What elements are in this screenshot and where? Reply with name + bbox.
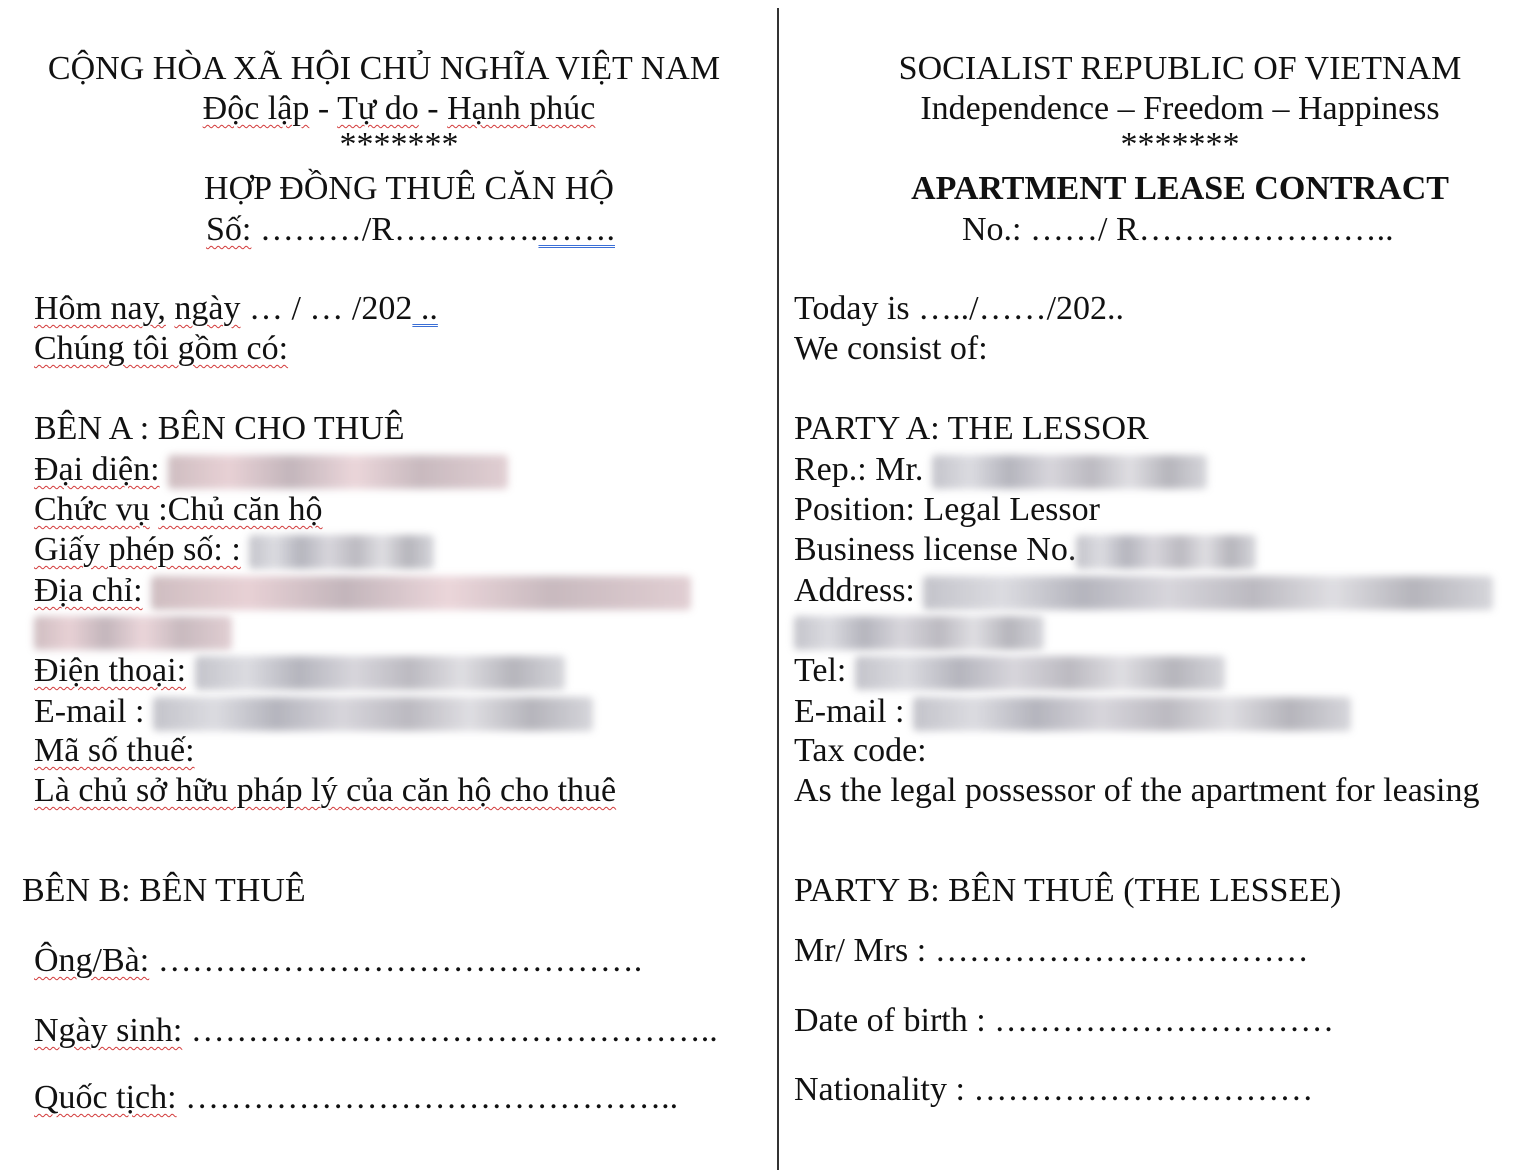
right-motto-subtitle: Independence – Freedom – Happiness xyxy=(920,90,1440,127)
right-address: Address: xyxy=(794,574,1493,610)
left-motto-subtitle: Độc lập - Tự do - Hạnh phúc xyxy=(202,90,596,127)
redacted-address-2 xyxy=(794,616,1044,650)
redacted-name xyxy=(932,455,1207,489)
left-today-line: Hôm nay, ngày … / … /202 .. xyxy=(34,290,438,327)
left-address: Địa chỉ: xyxy=(34,574,691,610)
left-phone: Điện thoại: xyxy=(34,654,565,690)
right-national-motto: SOCIALIST REPUBLIC OF VIETNAM xyxy=(898,50,1462,87)
left-consist-line: Chúng tôi gồm có: xyxy=(34,330,289,367)
left-party-a-heading: BÊN A : BÊN CHO THUÊ xyxy=(34,410,405,447)
left-email: E-mail : xyxy=(34,695,593,731)
redacted-license xyxy=(1076,535,1256,569)
left-nationality-field: Quốc tịch: …………………………………….. xyxy=(34,1079,679,1116)
left-contract-title: HỢP ĐỒNG THUÊ CĂN HỘ xyxy=(204,170,614,207)
redacted-phone xyxy=(855,656,1225,690)
redacted-name xyxy=(168,455,508,489)
redacted-address xyxy=(923,576,1493,610)
right-possessor-statement: As the legal possessor of the apartment for leasing xyxy=(794,772,1480,809)
column-divider xyxy=(777,8,779,1170)
redacted-address-2 xyxy=(34,616,232,650)
left-national-motto: CỘNG HÒA XÃ HỘI CHỦ NGHĨA VIỆT NAM xyxy=(47,50,721,87)
right-party-b-heading: PARTY B: BÊN THUÊ (THE LESSEE) xyxy=(794,872,1342,909)
left-stars-separator: ******* xyxy=(339,126,459,163)
left-tax-code: Mã số thuế: xyxy=(34,732,195,769)
right-tel: Tel: xyxy=(794,654,1225,690)
right-name-field: Mr/ Mrs : …………………………… xyxy=(794,932,1309,969)
right-stars-separator: ******* xyxy=(1120,126,1240,163)
redacted-license xyxy=(249,535,434,569)
right-party-a-heading: PARTY A: THE LESSOR xyxy=(794,410,1149,447)
redacted-email xyxy=(153,697,593,731)
right-contract-number: No.: ……/ R………………….. xyxy=(962,211,1394,248)
right-nationality-field: Nationality : ………………………… xyxy=(794,1071,1314,1108)
right-contract-title: APARTMENT LEASE CONTRACT xyxy=(911,170,1449,207)
redacted-email xyxy=(913,697,1351,731)
right-email: E-mail : xyxy=(794,695,1351,731)
right-license: Business license No. xyxy=(794,533,1256,569)
left-position: Chức vụ :Chủ căn hộ xyxy=(34,491,323,528)
right-address-continued xyxy=(794,614,1044,650)
left-license: Giấy phép số: : xyxy=(34,533,434,569)
right-position: Position: Legal Lessor xyxy=(794,491,1100,528)
left-contract-number: Số: ………/R………….……. xyxy=(206,211,615,248)
left-address-continued xyxy=(34,614,232,650)
left-dob-field: Ngày sinh: ……………………………………….. xyxy=(34,1012,718,1049)
left-name-field: Ông/Bà: ……………………………………. xyxy=(34,942,643,979)
right-consist-line: We consist of: xyxy=(794,330,988,367)
right-representative: Rep.: Mr. xyxy=(794,453,1207,489)
right-dob-field: Date of birth : ………………………… xyxy=(794,1002,1335,1039)
redacted-phone xyxy=(195,656,565,690)
left-possessor-statement: Là chủ sở hữu pháp lý của căn hộ cho thuê xyxy=(34,772,617,809)
redacted-address xyxy=(151,576,691,610)
left-party-b-heading: BÊN B: BÊN THUÊ xyxy=(22,872,306,909)
left-representative: Đại diện: xyxy=(34,453,508,489)
right-today-line: Today is …../……/202.. xyxy=(794,290,1125,327)
right-tax-code: Tax code: xyxy=(794,732,927,769)
